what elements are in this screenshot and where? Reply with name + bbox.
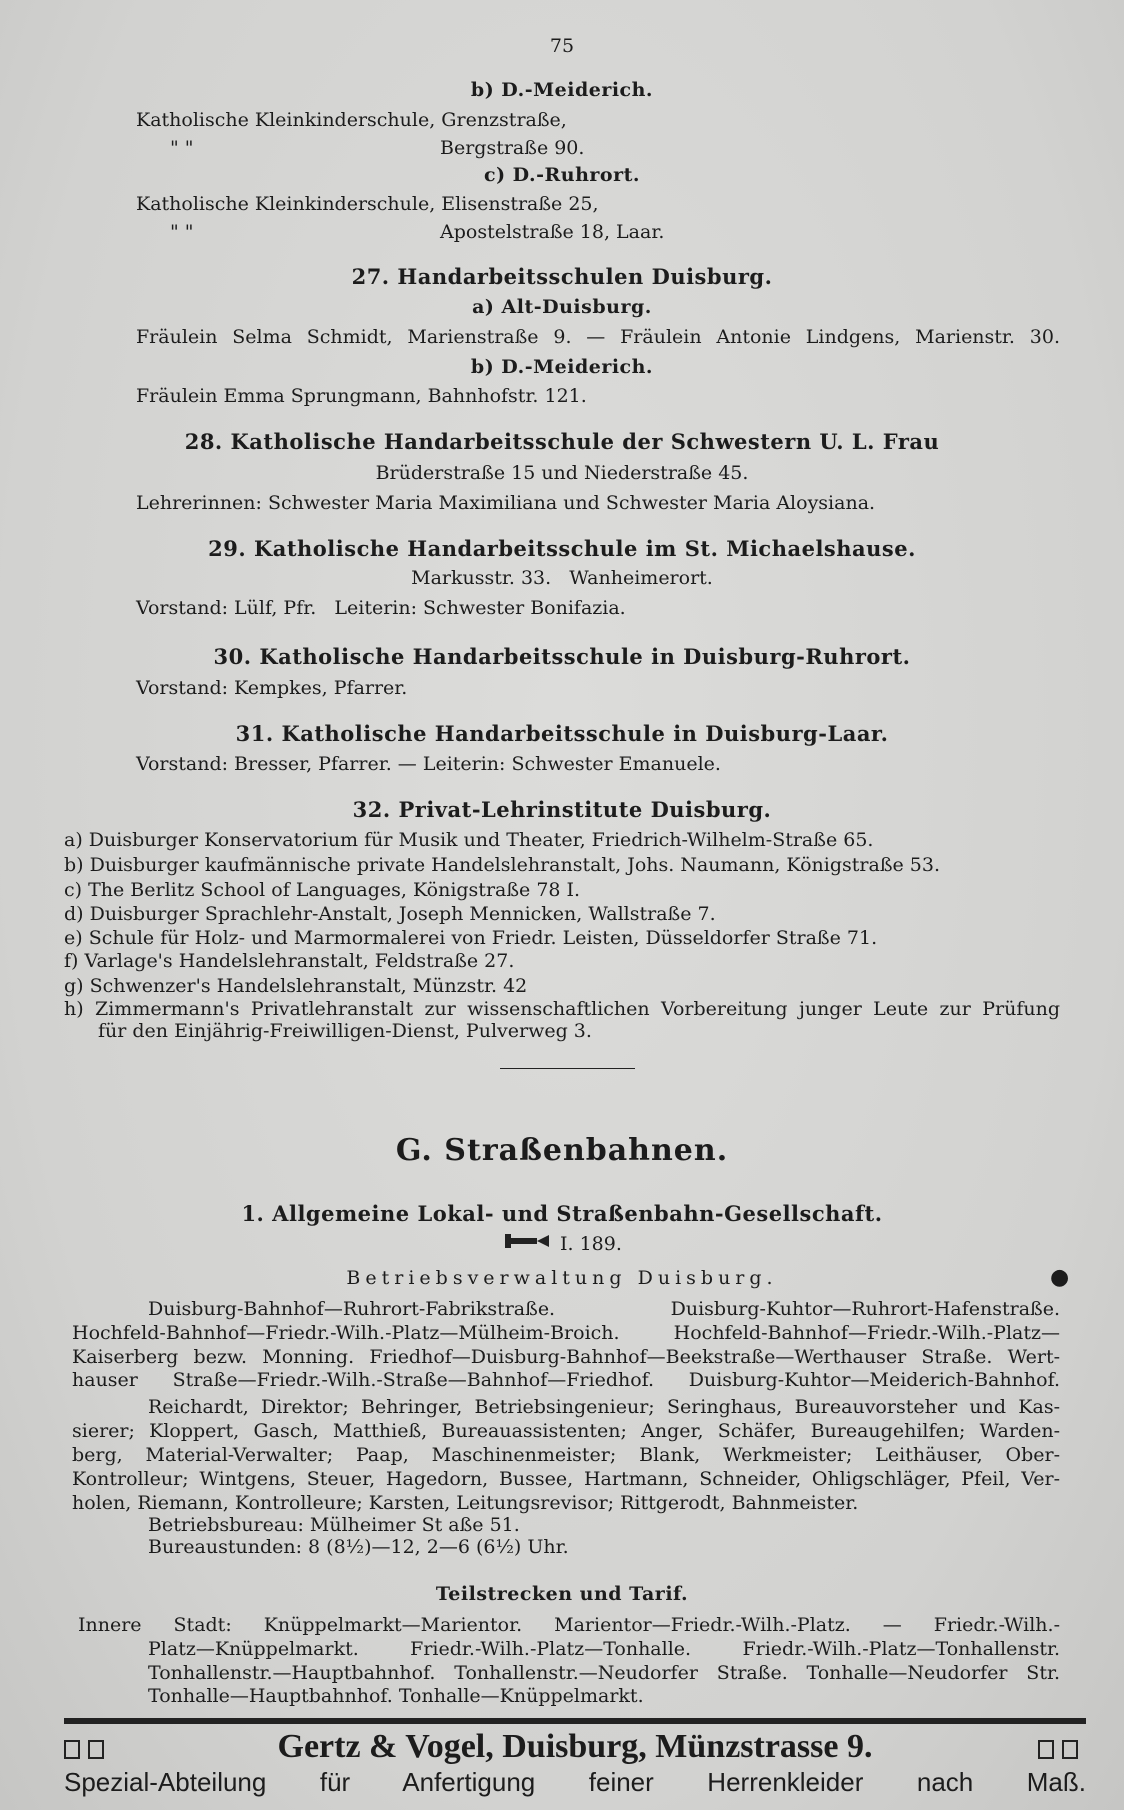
tarif-line: Tonhalle—Hauptbahnhof. Tonhalle—Knüppelmarkt. — [148, 1685, 644, 1707]
advert-rule — [64, 1718, 1086, 1724]
section-heading: 29. Katholische Handarbeitsschule im St. Michaelshause. — [208, 536, 916, 561]
subsection-heading: Betriebsverwaltung Duisburg. — [346, 1267, 778, 1289]
list-item: e) Schule für Holz- und Marmormalerei von Friedr. Leisten, Düsseldorfer Straße 71. — [64, 927, 878, 949]
chapter-heading: G. Straßenbahnen. — [395, 1133, 729, 1168]
text-line: Betriebsbureau: Mülheimer St aße 51. — [148, 1514, 520, 1536]
list-item: a) Duisburger Konservatorium für Musik und Theater, Friedrich-Wilhelm-Straße 65. — [64, 829, 874, 851]
section-heading: 30. Katholische Handarbeitsschule in Duisburg-Ruhrort. — [213, 644, 911, 669]
text-line: Bergstraße 90. — [440, 137, 585, 159]
staff-line: holen, Riemann, Kontrolleure; Karsten, Leitungsrevisor; Rittgerodt, Bahnmeister. — [72, 1492, 859, 1514]
ink-spot: ● — [1050, 1265, 1070, 1290]
section-heading: 27. Handarbeitsschulen Duisburg. — [351, 264, 773, 289]
staff-line: Reichardt, Direktor; Behringer, Betriebsingenieur; Seringhaus, Bureauvorsteher und Kas- — [148, 1396, 1060, 1418]
text-line: Brüderstraße 15 und Niederstraße 45. — [375, 462, 749, 484]
section-heading: 32. Privat-Lehrinstitute Duisburg. — [352, 797, 772, 822]
text-line: Apostelstraße 18, Laar. — [440, 221, 665, 243]
text-line: Vorstand: Kempkes, Pfarrer. — [136, 677, 408, 699]
section-heading: 28. Katholische Handarbeitsschule der Schwestern U. L. Frau — [184, 429, 940, 454]
box-ornament-icon — [1038, 1728, 1086, 1766]
text-line: Markusstr. 33. Wanheimerort. — [411, 567, 713, 589]
list-item: f) Varlage's Handelslehranstalt, Feldstraße 27. — [64, 950, 515, 972]
text-line: Lehrerinnen: Schwester Maria Maximiliana und Schwester Maria Aloysiana. — [136, 492, 876, 514]
telephone-number: I. 189. — [560, 1233, 622, 1255]
route-line: hauser Straße—Friedr.-Wilh.-Straße—Bahnhof—Friedhof. Duisburg-Kuhtor—Meiderich-Bahnhof. — [72, 1369, 1060, 1391]
subsection-heading: Teilstrecken und Tarif. — [435, 1583, 689, 1605]
route-line: Hochfeld-Bahnhof—Friedr.-Wilh.-Platz—Mülheim-Broich. Hochfeld-Bahnhof—Friedr.-Wilh.-Platz— — [72, 1322, 1060, 1344]
subsection-heading: c) D.-Ruhrort. — [484, 164, 640, 186]
staff-line: sierer; Kloppert, Gasch, Matthieß, Bureauassistenten; Anger, Schäfer, Bureaugehilfen; Warden- — [72, 1420, 1060, 1442]
text-line: Vorstand: Lülf, Pfr. Leiterin: Schwester Bonifazia. — [136, 597, 626, 619]
text-line: Fräulein Selma Schmidt, Marienstraße 9. — Fräulein Antonie Lindgens, Marienstr. 30. — [136, 326, 1060, 348]
list-item: g) Schwenzer's Handelslehranstalt, Münzstr. 42 — [64, 975, 528, 997]
telephone-icon — [505, 1232, 551, 1256]
box-ornament-icon — [64, 1728, 112, 1766]
list-item: b) Duisburger kaufmännische private Handelslehranstalt, Johs. Naumann, Königstraße 53. — [64, 854, 941, 876]
text-line: Vorstand: Bresser, Pfarrer. — Leiterin: Schwester Emanuele. — [136, 753, 721, 775]
text-line: Fräulein Emma Sprungmann, Bahnhofstr. 121. — [136, 385, 587, 407]
list-item: d) Duisburger Sprachlehr-Anstalt, Joseph Mennicken, Wallstraße 7. — [64, 903, 716, 925]
text-line: Katholische Kleinkinderschule, Elisenstraße 25, — [136, 193, 599, 215]
page-number: 75 — [549, 35, 575, 57]
divider — [500, 1068, 635, 1069]
route-line: Duisburg-Bahnhof—Ruhrort-Fabrikstraße. Duisburg-Kuhtor—Ruhrort-Hafenstraße. — [148, 1298, 1060, 1320]
tarif-line: Platz—Knüppelmarkt. Friedr.-Wilh.-Platz—Tonhalle. Friedr.-Wilh.-Platz—Tonhallenstr. — [148, 1638, 1060, 1660]
subsection-heading: b) D.-Meiderich. — [470, 79, 654, 101]
list-item-continued: für den Einjährig-Freiwilligen-Dienst, Pulverweg 3. — [98, 1020, 592, 1042]
section-heading: 1. Allgemeine Lokal- und Straßenbahn-Gesellschaft. — [241, 1201, 883, 1226]
route-line: Kaiserberg bezw. Monning. Friedhof—Duisburg-Bahnhof—Beekstraße—Werthauser Straße. Wert- — [72, 1346, 1060, 1368]
section-heading: 31. Katholische Handarbeitsschule in Duisburg-Laar. — [235, 721, 889, 746]
advert-company: Gertz & Vogel, Duisburg, Münzstrasse 9. — [277, 1728, 873, 1765]
tarif-line: Innere Stadt: Knüppelmarkt—Marientor. Marientor—Friedr.-Wilh.-Platz. — Friedr.-Wilh.- — [78, 1614, 1060, 1636]
staff-line: Kontrolleur; Wintgens, Steuer, Hagedorn, Bussee, Hartmann, Schneider, Ohligschläger, Pfeil, Ver- — [72, 1468, 1060, 1490]
text-line: Bureaustunden: 8 (8½)—12, 2—6 (6½) Uhr. — [148, 1536, 569, 1558]
subsection-heading: a) Alt-Duisburg. — [472, 296, 652, 318]
list-item: c) The Berlitz School of Languages, Königstraße 78 I. — [64, 879, 581, 901]
subsection-heading: b) D.-Meiderich. — [470, 356, 654, 378]
ditto-mark: " " — [170, 221, 194, 243]
advert-headline — [64, 1728, 1086, 1766]
ditto-mark: " " — [170, 137, 194, 159]
tarif-line: Tonhallenstr.—Hauptbahnhof. Tonhallenstr.—Neudorfer Straße. Tonhalle—Neudorfer Str. — [148, 1662, 1060, 1684]
advert-tagline: Spezial-Abteilung für Anfertigung feiner Herrenkleider nach Maß. — [64, 1767, 1086, 1797]
staff-line: berg, Material-Verwalter; Paap, Maschinenmeister; Blank, Werkmeister; Leithäuser, Ober- — [72, 1444, 1060, 1466]
text-line: Katholische Kleinkinderschule, Grenzstraße, — [136, 109, 567, 131]
list-item: h) Zimmermann's Privatlehranstalt zur wissenschaftlichen Vorbereitung junger Leute zur Prüfung — [64, 998, 1060, 1020]
